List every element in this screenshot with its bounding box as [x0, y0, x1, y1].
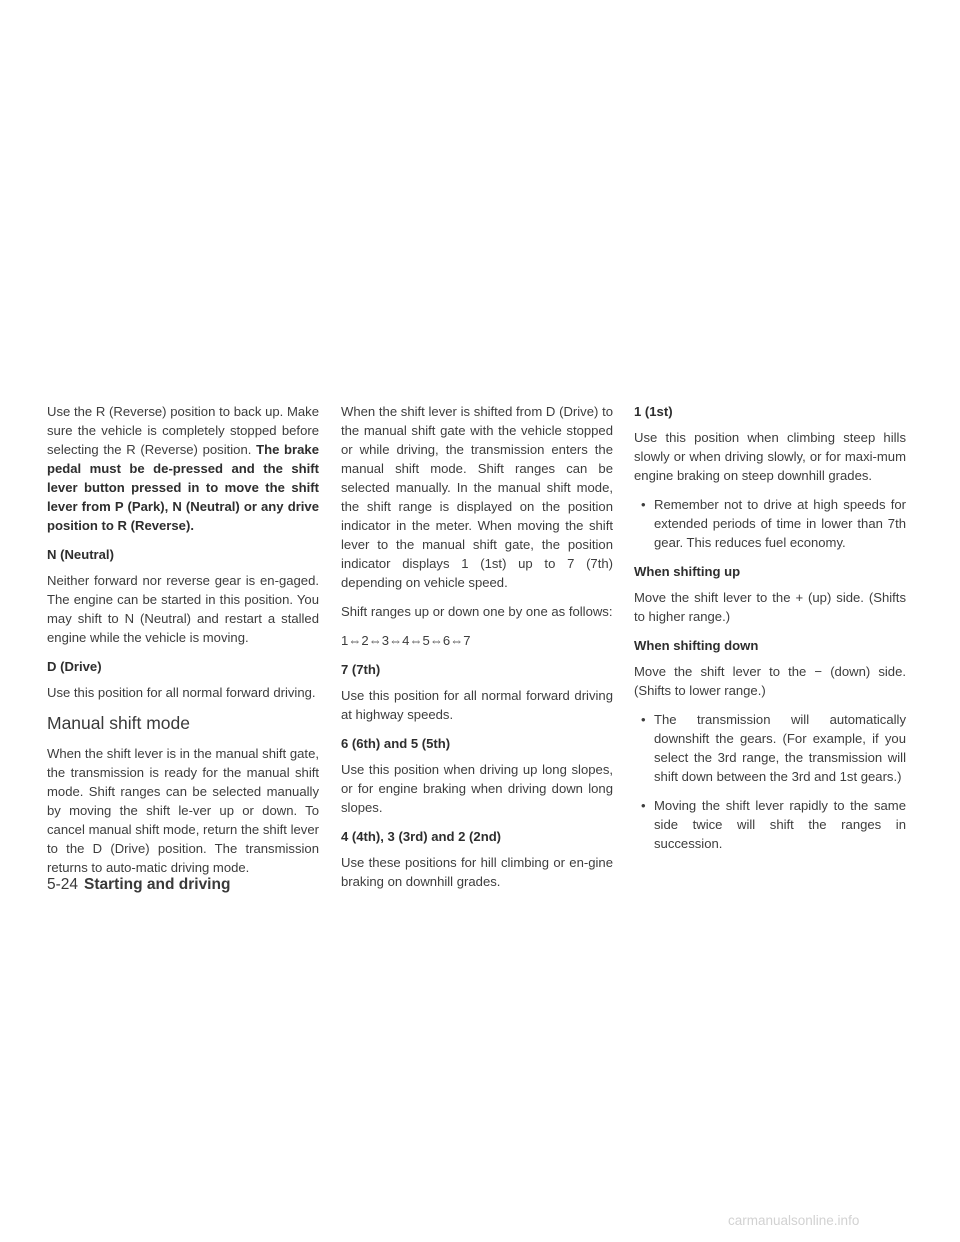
bullet-icon: •: [641, 798, 646, 813]
bullet-icon: •: [641, 712, 646, 727]
shift-sequence: 1⇔2⇔3⇔4⇔5⇔6⇔7: [341, 633, 471, 648]
shift-up-text: Move the shift lever to the + (up) side. (Shifts to higher range.): [634, 590, 906, 624]
list-item: [634, 710, 906, 786]
sixth-heading: 6 (6th) and 5 (5th): [341, 736, 451, 751]
section-title: Starting and driving: [84, 876, 231, 893]
shift-gate-text: When the shift lever is shifted from D (Drive) to the manual shift gate with the vehicle stopped or while driving, the transmission enters the manual shift mode. Shift ranges can be selected manually. In the manual shift mode, the shift range is displayed on the position indicator in the meter. When moving the shift lever to the manual shift gate, the position indicator displays 1 (1st) up to 7 (7th) depending on vehicle speed.: [341, 404, 613, 590]
text-column-3: [634, 402, 906, 863]
drive-heading: D (Drive): [47, 659, 102, 674]
text-column-2: [341, 402, 613, 901]
shift-up-heading: When shifting up: [634, 564, 741, 579]
first-bullet-list: [634, 495, 906, 552]
reverse-intro: Use the R (Reverse) position to back up. Make sure the vehicle is completely stopped before selecting the R (Reverse) position.: [47, 404, 319, 457]
first-heading: 1 (1st): [634, 404, 673, 419]
neutral-text: Neither forward nor reverse gear is en-gaged. The engine can be started in this position. You may shift to N (Neutral) and restart a stalled engine while the vehicle is moving.: [47, 573, 319, 645]
fourth-text: Use these positions for hill climbing or en-gine braking on downhill grades.: [341, 855, 613, 889]
list-item: [634, 495, 906, 552]
reverse-warning: The brake pedal must be de-pressed and the shift lever button pressed in to move the shift lever from P (Park), N (Neutral) or any drive position to R (Reverse).: [47, 442, 319, 533]
first-bullet-text: Remember not to drive at high speeds for extended periods of time in lower than 7th gear. This reduces fuel economy.: [654, 497, 906, 550]
manual-shift-text: When the shift lever is in the manual shift gate, the transmission is ready for the manual shift mode. Shift ranges can be selected manually by moving the shift le-ver up or down. To cancel manual shift mode, return the shift lever to the D (Drive) position. The transmission returns to auto-matic driving mode.: [47, 746, 319, 875]
page-number: 5-24: [47, 876, 79, 893]
manual-shift-heading: Manual shift mode: [47, 713, 190, 733]
text-column-1: [47, 402, 319, 887]
watermark: carmanualsonline.info: [728, 1213, 860, 1228]
seventh-text: Use this position for all normal forward driving at highway speeds.: [341, 688, 613, 722]
seventh-heading: 7 (7th): [341, 662, 381, 677]
drive-text: Use this position for all normal forward driving.: [47, 685, 316, 700]
first-text: Use this position when climbing steep hills slowly or when driving slowly, or for maxi-mum engine braking on steep downhill grades.: [634, 430, 906, 483]
neutral-heading: N (Neutral): [47, 547, 114, 562]
bullet-icon: •: [641, 497, 646, 512]
down-bullet-1: The transmission will automatically downshift the gears. (For example, if you select the 3rd range, the transmission will shift down between the 3rd and 1st gears.): [654, 712, 906, 784]
down-bullet-2: Moving the shift lever rapidly to the same side twice will shift the ranges in succession.: [654, 798, 906, 851]
shift-down-text: Move the shift lever to the − (down) side. (Shifts to lower range.): [634, 664, 906, 698]
shift-ranges-text: Shift ranges up or down one by one as follows:: [341, 604, 613, 619]
reverse-paragraph: [47, 402, 319, 535]
sixth-text: Use this position when driving up long slopes, or for engine braking when driving down long slopes.: [341, 762, 613, 815]
down-bullet-list: [634, 710, 906, 853]
page-footer: [47, 876, 230, 894]
fourth-heading: 4 (4th), 3 (3rd) and 2 (2nd): [341, 829, 502, 844]
list-item: [634, 796, 906, 853]
shift-down-heading: When shifting down: [634, 638, 759, 653]
